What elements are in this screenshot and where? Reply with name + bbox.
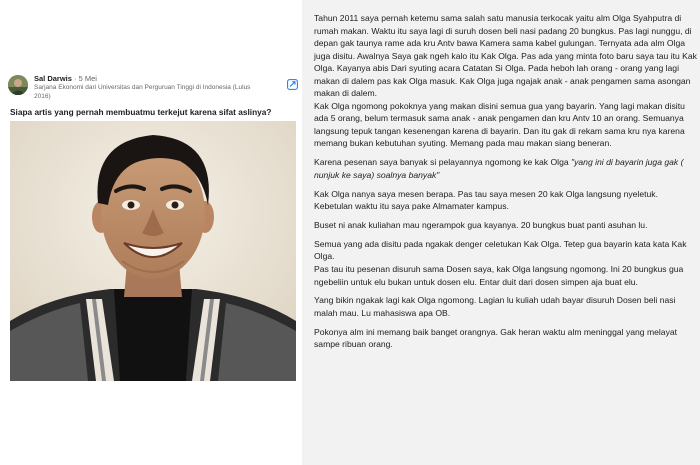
paragraph-3-text: Karena pesenan saya banyak si pelayannya ngomong ke kak Olga [314,157,572,168]
answer-card [0,0,302,465]
post-photo[interactable] [10,121,296,381]
avatar[interactable] [8,75,28,95]
paragraph-3-quote: "yang ini di bayarin juga gak ( nunjuk ke saya) soalnya banyak" [314,157,684,180]
paragraph-7: Pas tau itu pesenan disuruh sama Dosen saya, kak Olga langsung ngomong. Ini 20 bungkus gua ngebeliin untuk elu bukan untuk dosen elu. Entar duit dari dosen simpen aja buat elu. [314,264,684,287]
post-header [8,73,298,105]
post-date[interactable]: 5 Mei [78,74,97,83]
paragraph-4: Kak Olga nanya saya mesen berapa. Pas tau saya mesen 20 kak Olga langsung nyeletuk. Kebetulan waktu itu saya pake Almamater kampus. [314,188,658,212]
article-text [314,12,698,351]
paragraph-9: Pokonya alm ini memang baik banget orangnya. Gak heran waktu alm meninggal yang melayat sampe ribuan orang. [314,326,678,350]
paragraph-8: Yang bikin ngakak lagi kak Olga ngomong. Lagian lu kuliah udah bayar disuruh Dosen beli nasi malah mau. Lu mahasiswa apa OB. [314,295,676,318]
paragraph-3 [314,156,698,181]
article-panel [302,0,700,465]
share-icon[interactable] [287,79,298,90]
author-line [34,74,97,84]
author-credentials: Sarjana Ekonomi dari Universitas dan Perguruan Tinggi di Indonesia (Lulus 2016) [34,84,251,100]
user-avatar-icon [8,75,28,95]
author-name[interactable]: Sal Darwis [34,74,72,83]
paragraph-1: Tahun 2011 saya pernah ketemu sama salah satu manusia terkocak yaitu alm Olga Syahputra di rumah makan. Waktu itu saya lagi di suruh dosen beli nasi padang 20 bungkus. Pas lagi nunggu, di depan gak taunya rame ada kru Antv bawa Kamera sama kabel gulungan. Ternyata ada alm Olga juga disitu. Awalnya Saya gak ngeh kalo itu Kak Olga. Pas ada yang minta foto baru saya tau itu Kak Olga. Kayanya abis Dari syuting acara Catatan Si Olga. Pada heboh lah orang - orang yang lagi makan di dalem pas kak Olga masuk. Kak Olga juga ngajak anak - anak pengamen sama asongan makan di dalem. [314,13,697,99]
paragraph-5: Buset ni anak kuliahan mau ngerampok gua kayanya. 20 bungkus buat panti asuhan lu. [314,220,648,231]
paragraph-2: Kak Olga ngomong pokoknya yang makan disini semua gua yang bayarin. Yang lagi makan disitu ada 5 orang, belum termasuk sama anak - anak pengamen dan kru Antv 10 an orang. Semuanya langsung tepuk tangan kesenengan karena di bayarin. Dan itu gak di rekam sama kru nya karena memang bukan kebutuhan syuting. Memang pada mau makan siang beneran. [314,100,685,149]
photo-illustration [10,121,296,381]
paragraph-6: Semua yang ada disitu pada ngakak denger celetukan Kak Olga. Tetep gua bayarin kata kata Kak Olga. [314,238,687,262]
author-separator: · [71,74,79,83]
question-title[interactable]: Siapa artis yang pernah membuatmu terkejut karena sifat aslinya? [10,107,272,117]
